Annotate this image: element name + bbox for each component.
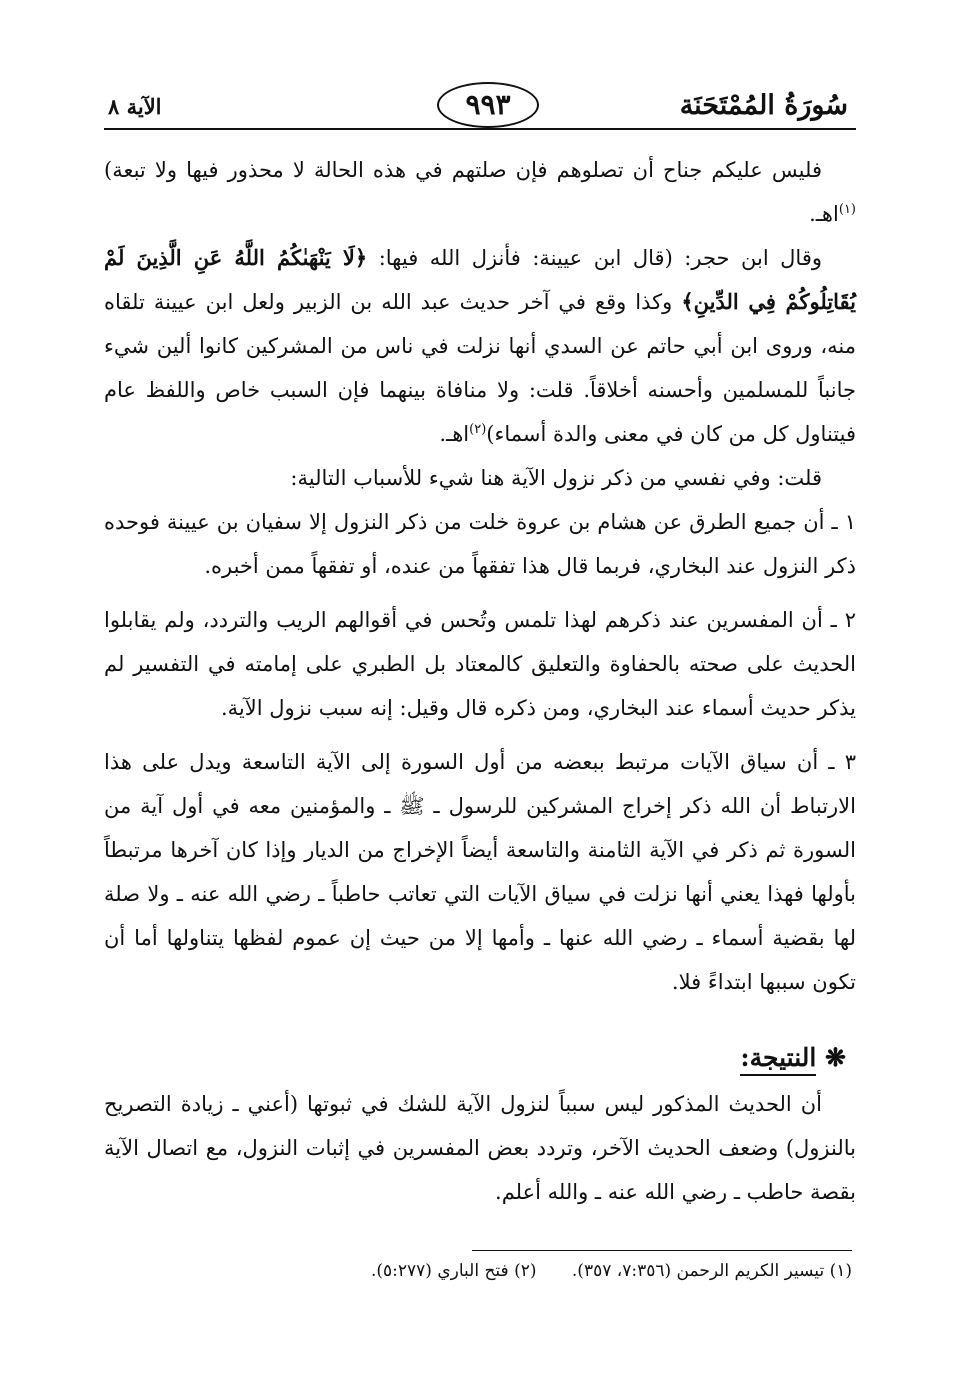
paragraph-2 xyxy=(104,236,856,456)
quran-verse: ﴿لَا يَنْهَىٰكُمُ اللَّهُ عَنِ الَّذِينَ لَمْ يُقَاتِلُوكُمْ فِي الدِّينِ﴾ xyxy=(104,245,856,314)
surah-title: سُورَةُ المُمْتَحَنَة xyxy=(679,90,848,121)
footnote-ref-2: (٢) xyxy=(469,422,487,437)
footnote-2: (٢) فتح الباري (٥:٢٧٧). xyxy=(370,1261,537,1281)
paragraph-1-text: فليس عليكم جناح أن تصلوهم فإن صلتهم في هذه الحالة لا محذور فيها ولا تبعة) xyxy=(104,158,822,182)
footnote-ref-1: (١) xyxy=(838,202,856,217)
paragraph-1 xyxy=(104,148,856,236)
reason-2: ٢ ـ أن المفسرين عند ذكرهم لهذا تلمس وتُحس في أقوالهم الريب والتردد، ولم يقابلوا الحديث على صحته بالحفاوة والتعليق كالمعتاد بل الطبري على إمامته في التفسير لم يذكر حديث أسماء عند البخاري، ومن ذكره قال وقيل: إنه سبب نزول الآية. xyxy=(104,608,856,720)
result-heading-label: النتيجة: xyxy=(740,1043,816,1076)
footnotes xyxy=(100,1258,852,1284)
ayah-label: الآية ٨ xyxy=(108,94,162,119)
reason-1: ١ ـ أن جميع الطرق عن هشام بن عروة خلت من ذكر النزول إلا سفيان بن عيينة فوحده ذكر النزول عند البخاري، فربما قال هذا تفقهاً من عنده، أو تفقهاً ممن أخبره. xyxy=(104,510,857,578)
paragraph-3: قلت: وفي نفسي من ذكر نزول الآية هنا شيء للأسباب التالية: xyxy=(290,466,822,490)
paragraph-2-end: اهـ. xyxy=(439,422,470,446)
main-text xyxy=(104,148,856,1004)
result-text xyxy=(104,1082,856,1214)
star-icon: ❋ xyxy=(825,1043,846,1072)
result-heading xyxy=(740,1038,846,1078)
header-divider xyxy=(104,128,856,130)
reason-3: ٣ ـ أن سياق الآيات مرتبط ببعضه من أول السورة إلى الآية التاسعة ويدل على هذا الارتباط أن الله ذكر إخراج المشركين للرسول ـ ﷺ ـ والمؤمنين معه في أول آية من السورة ثم ذكر في الآية الثامنة والتاسعة أيضاً الإخراج من الديار وإذا كان آخرها مرتبطاً بأولها فهذا يعني أنها نزلت في سياق الآيات التي تعاتب حاطباً ـ رضي الله عنه ـ ولا صلة لها بقضية أسماء ـ رضي الله عنها ـ وأمها إلا من حيث إن عموم لفظها يتناولها أما أن تكون سببها ابتداءً فلا. xyxy=(104,750,856,994)
paragraph-2-text: وكذا وقع في آخر حديث عبد الله بن الزبير ولعل ابن عيينة تلقاه منه، وروى ابن أبي حاتم عن السدي أنها نزلت في ناس من المشركين كانوا ألين شيء جانباً للمسلمين وأحسنه أخلاقاً. قلت: ولا منافاة بينهما فإن السبب خاص واللفظ عام فيتناول كل من كان في معنى والدة أسماء) xyxy=(104,290,856,446)
page-number: ٩٩٣ xyxy=(437,82,539,128)
footnote-divider xyxy=(472,1250,852,1251)
paragraph-1-end: اهـ. xyxy=(809,202,839,226)
paragraph-2-intro: وقال ابن حجر: (قال ابن عيينة: فأنزل الله فيها: xyxy=(367,246,823,270)
result-paragraph: أن الحديث المذكور ليس سبباً لنزول الآية للشك في ثبوتها (أعني ـ زيادة التصريح بالنزول) وضعف الحديث الآخر، وتردد بعض المفسرين في إثبات النزول، مع اتصال الآية بقصة حاطب ـ رضي الله عنه ـ والله أعلم. xyxy=(104,1092,856,1204)
footnote-1: (١) تيسير الكريم الرحمن (٧:٣٥٦، ٣٥٧). xyxy=(571,1261,852,1281)
